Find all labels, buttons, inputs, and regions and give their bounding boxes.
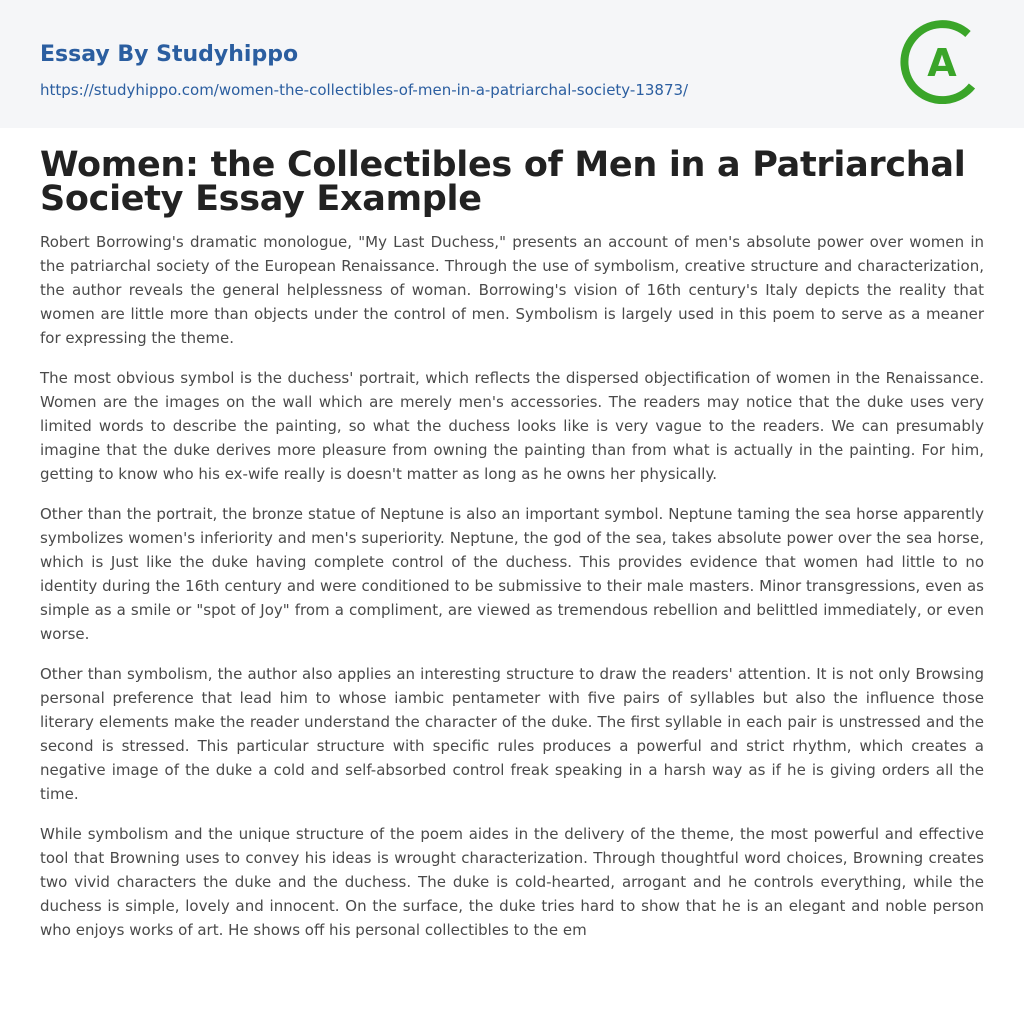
- essay-paragraph-5: While symbolism and the unique structure of the poem aides in the delivery of the theme, the most powerful and effective tool that Browning uses to convey his ideas is wrought characterization. Through thoughtful word choices, Browning creates two vivid characters the duke and the duchess. The duke is cold-hearted, arrogant and he controls everything, while the duchess is simple, lovely and innocent. On the surface, the duke tries hard to show that he is an elegant and noble person who enjoys works of art. He shows off his personal collectibles to the em: [40, 825, 984, 939]
- site-header: [0, 0, 1024, 128]
- essay-title: Women: the Collectibles of Men in a Patriarchal Society Essay Example: [40, 145, 966, 219]
- logo-letter: A: [927, 41, 957, 85]
- site-name[interactable]: Essay By Studyhippo: [40, 42, 299, 67]
- essay-content: [0, 128, 1024, 942]
- essay-paragraph-4: Other than symbolism, the author also applies an interesting structure to draw the readers' attention. It is not only Browsing personal preference that lead him to whose iambic pentameter with five pairs of syllables but also the influence those literary elements make the reader understand the character of the duke. The first syllable in each pair is unstressed and the second is stressed. This particular structure with specific rules produces a powerful and strict rhythm, which creates a negative image of the duke a cold and self-absorbed control freak speaking in a harsh way as if he is giving orders all the time.: [40, 665, 984, 803]
- essay-paragraph-1: Robert Borrowing's dramatic monologue, "My Last Duchess," presents an account of men's absolute power over women in the patriarchal society of the European Renaissance. Through the use of symbolism, creative structure and characterization, the author reveals the general helplessness of woman. Borrowing's vision of 16th century's Italy depicts the reality that women are little more than objects under the control of men. Symbolism is largely used in this poem to serve as a meaner for expressing the theme.: [40, 233, 984, 347]
- essay-paragraph-3: Other than the portrait, the bronze statue of Neptune is also an important symbol. Neptune taming the sea horse apparently symbolizes women's inferiority and men's superiority. Neptune, the god of the sea, takes absolute power over the sea horse, which is Just like the duke having complete control of the duchess. This provides evidence that women had little to no identity during the 16th century and were conditioned to be submissive to their male masters. Minor transgressions, even as simple as a smile or "spot of Joy" from a compliment, are viewed as tremendous rebellion and belittled immediately, or even worse.: [40, 505, 984, 643]
- essay-paragraph-2: The most obvious symbol is the duchess' portrait, which reflects the dispersed objectification of women in the Renaissance. Women are the images on the wall which are merely men's accessories. The readers may notice that the duke uses very limited words to describe the painting, so what the duchess looks like is very vague to the readers. We can presumably imagine that the duke derives more pleasure from owning the painting than from what is actually in the painting. For him, getting to know who his ex-wife really is doesn't matter as long as he owns her physically.: [40, 369, 984, 483]
- source-url-link[interactable]: https://studyhippo.com/women-the-collectibles-of-men-in-a-patriarchal-society-13873/: [40, 81, 689, 99]
- studyhippo-logo-icon[interactable]: [900, 20, 984, 104]
